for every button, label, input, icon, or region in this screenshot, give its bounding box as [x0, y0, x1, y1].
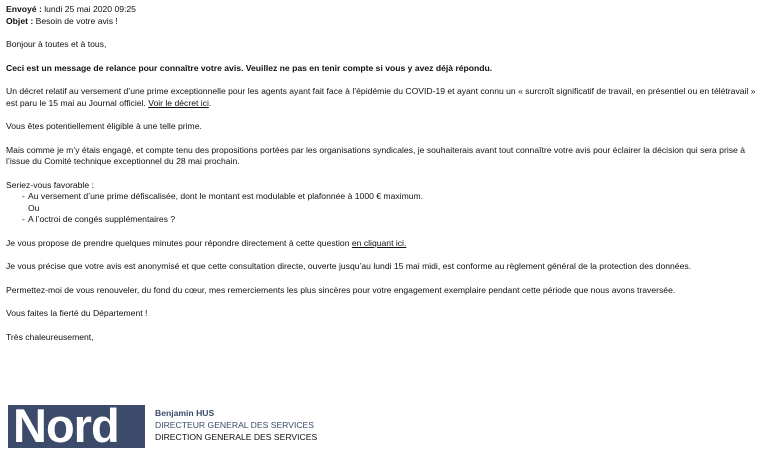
pride-text: Vous faites la fierté du Département !	[6, 308, 148, 318]
subject-line	[6, 16, 768, 28]
answer-text: Je vous propose de prendre quelques minutes pour répondre directement à cette question	[6, 237, 350, 248]
decree-link-suffix: .	[208, 97, 212, 108]
choice-1-text: Au versement d’une prime défiscalisée, dont le montant est modulable et plafonnée à 1000 € maximum.	[28, 191, 424, 201]
decree-paragraph	[6, 86, 768, 109]
subject-value: Besoin de votre avis !	[35, 15, 118, 26]
answer-paragraph	[6, 238, 768, 250]
signature-name: Benjamin HUS	[155, 408, 215, 418]
nord-logo	[8, 405, 145, 448]
thanks-paragraph: Permettez-moi de vous renouveler, du fond du cœur, mes remerciements les plus sincères pour votre engagement exemplaire pendant cette période que nous avons traversée.	[6, 284, 676, 295]
decree-text: Un décret relatif au versement d’une prime exceptionnelle pour les agents ayant fait face à l’épidémie du COVID-19 et ayant connu un « surcroît significatif de travail, en présentiel ou en télétravail » est paru le 15 mai au Journal officiel.	[6, 86, 756, 108]
subject-label: Objet :	[6, 15, 34, 26]
closing-text: Très chaleureusement,	[6, 331, 94, 342]
sent-line	[6, 4, 768, 16]
choices-list	[6, 191, 768, 226]
logo-text: Nord	[13, 405, 119, 448]
choice-or-text: Ou	[28, 202, 40, 213]
email-signature	[8, 405, 408, 448]
engagement-paragraph: Mais comme je m’y étais engagé, et compte tenu des propositions portées par les organisations syndicales, je souhaiterais avant tout connaître votre avis pour éclairer la décision qui sera prise à l’issue du Comité technique exceptionnel du 28 mai prochain.	[6, 144, 745, 166]
email-message	[6, 4, 768, 343]
greeting: Bonjour à toutes et à tous,	[6, 39, 107, 49]
signature-department: DIRECTION GENERALE DES SERVICES	[155, 432, 318, 442]
privacy-paragraph: Je vous précise que votre avis est anonymisé et que cette consultation directe, ouverte jusqu’au lundi 15 mai midi, est conforme au règlement général de la protection des données.	[6, 261, 692, 271]
sent-value: lundi 25 mai 2020 09:25	[44, 4, 136, 14]
choice-2-text: A l’octroi de congés supplémentaires ?	[28, 214, 176, 224]
question-text: Seriez-vous favorable :	[6, 179, 94, 190]
choice-item: - Au versement d’une prime défiscalisée, dont le montant est modulable et plafonnée à 1000 € maximum.	[22, 191, 424, 201]
signature-title: DIRECTEUR GENERAL DES SERVICES	[155, 420, 315, 430]
decree-link[interactable]: Voir le décret ici	[148, 97, 209, 108]
signature-text	[155, 407, 317, 443]
sent-label: Envoyé :	[6, 4, 42, 14]
choice-or	[6, 203, 768, 215]
reminder-notice: Ceci est un message de relance pour connaître votre avis. Veuillez ne pas en tenir compte si vous y avez déjà répondu.	[6, 62, 493, 73]
answer-link[interactable]: en cliquant ici.	[351, 237, 407, 248]
eligibility-text: Vous êtes potentiellement éligible à une telle prime.	[6, 121, 202, 131]
choice-item: - A l’octroi de congés supplémentaires ?	[22, 214, 176, 224]
